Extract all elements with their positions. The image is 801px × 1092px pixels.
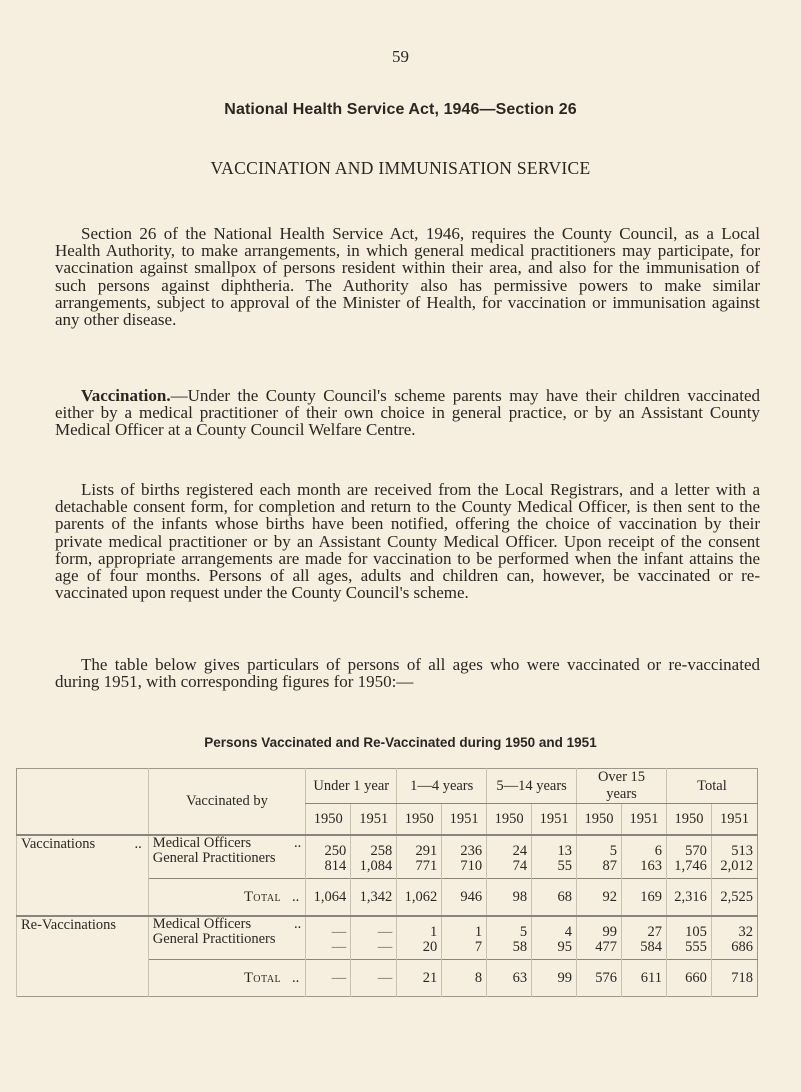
category-label: Re-Vaccinations: [21, 917, 117, 933]
value-cell: 250 814: [306, 835, 351, 879]
header-year: 1951: [622, 804, 667, 836]
total-cell: 1,064: [306, 879, 351, 917]
header-group-under-1: Under 1 year: [306, 769, 397, 804]
total-cell: —: [306, 960, 351, 997]
value-cell: 4 95: [532, 916, 577, 960]
value-cell: 291 771: [397, 835, 442, 879]
paragraph-births-lists: Lists of births registered each month are received from the Local Registrars, and a letter with a detachable consent form, for completion and return to the County Medical Officer, is then sent to the parents of the infants whose births have been notified, offering the choice of vaccination by their private medical practitioner or by an Assistant County Medical Officer. Upon receipt of the consent form, appropriate arrangements are made for vaccination to be performed when the infant attains the age of four months. Persons of all ages, adults and children can, however, be vaccinated or re-vaccinated upon request under the County Council's scheme.: [55, 480, 760, 603]
leader-dots: ..: [292, 969, 300, 986]
header-row-groups: [17, 769, 758, 804]
total-label: Total: [243, 888, 282, 905]
service-heading: VACCINATION AND IMMUNISATION SERVICE: [210, 158, 591, 178]
page-number: 59: [392, 47, 409, 66]
header-blank: [17, 769, 149, 836]
value-cell: 32 686: [711, 916, 757, 960]
vaccinated-by-cell: [148, 916, 306, 960]
header-year: 1950: [577, 804, 622, 836]
header-year: 1951: [532, 804, 577, 836]
value-cell: 105 555: [666, 916, 711, 960]
total-cell: 576: [577, 960, 622, 997]
leader-dots: ..: [134, 836, 142, 852]
value-cell: 5 58: [487, 916, 532, 960]
vaccinated-by-cell: [148, 835, 306, 879]
value-cell: 13 55: [532, 835, 577, 879]
total-cell: 68: [532, 879, 577, 917]
value-cell: 27 584: [622, 916, 667, 960]
category-label: Vaccinations: [21, 836, 96, 852]
total-cell: 611: [622, 960, 667, 997]
leader-dots: ..: [294, 916, 302, 932]
total-cell: 98: [487, 879, 532, 917]
total-cell: 1,342: [351, 879, 397, 917]
total-cell: 2,316: [666, 879, 711, 917]
value-cell: 6 163: [622, 835, 667, 879]
value-cell: — —: [306, 916, 351, 960]
value-cell: 99 477: [577, 916, 622, 960]
table-row-vaccinations: [17, 835, 758, 879]
header-year: 1951: [711, 804, 757, 836]
total-cell: 1,062: [397, 879, 442, 917]
who-label: Medical Officers: [152, 916, 252, 932]
paragraph-table-intro: The table below gives particulars of persons of all ages who were vaccinated or re-vaccinated during 1951, with corresponding figures for 1950:—: [55, 655, 760, 692]
total-cell: 660: [666, 960, 711, 997]
header-year: 1950: [397, 804, 442, 836]
paragraph-body: —Under the County Council's scheme parents may have their children vaccinated either by a medical practitioner of their own choice in general practice, or by an Assistant County Medical Officer at a County Council Welfare Centre.: [55, 386, 760, 440]
table-title: Persons Vaccinated and Re-Vaccinated during 1950 and 1951: [204, 735, 597, 750]
act-heading: National Health Service Act, 1946—Section 26: [224, 101, 577, 118]
paragraph-vaccination: [55, 387, 760, 439]
header-group-total: Total: [666, 769, 757, 804]
leader-dots: ..: [294, 835, 302, 851]
total-label: Total: [243, 969, 282, 986]
category-cell: [17, 916, 149, 997]
total-label-cell: [148, 879, 306, 917]
total-cell: 99: [532, 960, 577, 997]
header-year: 1951: [351, 804, 397, 836]
total-cell: 8: [442, 960, 487, 997]
who-label: General Practitioners: [152, 850, 276, 866]
header-year: 1950: [306, 804, 351, 836]
value-cell: 513 2,012: [711, 835, 757, 879]
value-cell: 5 87: [577, 835, 622, 879]
header-vaccinated-by: Vaccinated by: [148, 769, 306, 836]
value-cell: 1 7: [442, 916, 487, 960]
total-label-cell: [148, 960, 306, 997]
leader-dots: ..: [292, 888, 300, 905]
who-label: Medical Officers: [152, 835, 252, 851]
value-cell: — —: [351, 916, 397, 960]
category-cell: [17, 835, 149, 916]
value-cell: 258 1,084: [351, 835, 397, 879]
vaccination-table: [16, 768, 758, 997]
total-cell: 2,525: [711, 879, 757, 917]
value-cell: 236 710: [442, 835, 487, 879]
header-year: 1950: [666, 804, 711, 836]
total-cell: 718: [711, 960, 757, 997]
paragraph-lead: Vaccination.: [81, 386, 171, 405]
total-cell: 169: [622, 879, 667, 917]
header-year: 1950: [487, 804, 532, 836]
total-cell: 92: [577, 879, 622, 917]
value-cell: 570 1,746: [666, 835, 711, 879]
total-cell: 21: [397, 960, 442, 997]
total-cell: —: [351, 960, 397, 997]
header-group-over-15: Over 15 years: [577, 769, 667, 804]
value-cell: 24 74: [487, 835, 532, 879]
value-cell: 1 20: [397, 916, 442, 960]
header-year: 1951: [442, 804, 487, 836]
header-group-5-14: 5—14 years: [487, 769, 577, 804]
total-cell: 63: [487, 960, 532, 997]
who-label: General Practitioners: [152, 931, 276, 947]
paragraph-section-26: Section 26 of the National Health Service Act, 1946, requires the County Council, as a Local Health Authority, to make arrangements, in which general medical practitioners may participate, for vaccination against smallpox of persons resident within their area, and also for the immunisation of such persons against diphtheria. The Authority also has permissive powers to make similar arrangements, subject to approval of the Minister of Health, for vaccination or immunisation against any other disease.: [55, 224, 760, 330]
total-cell: 946: [442, 879, 487, 917]
table-row-re-vaccinations: [17, 916, 758, 960]
header-group-1-4: 1—4 years: [397, 769, 487, 804]
